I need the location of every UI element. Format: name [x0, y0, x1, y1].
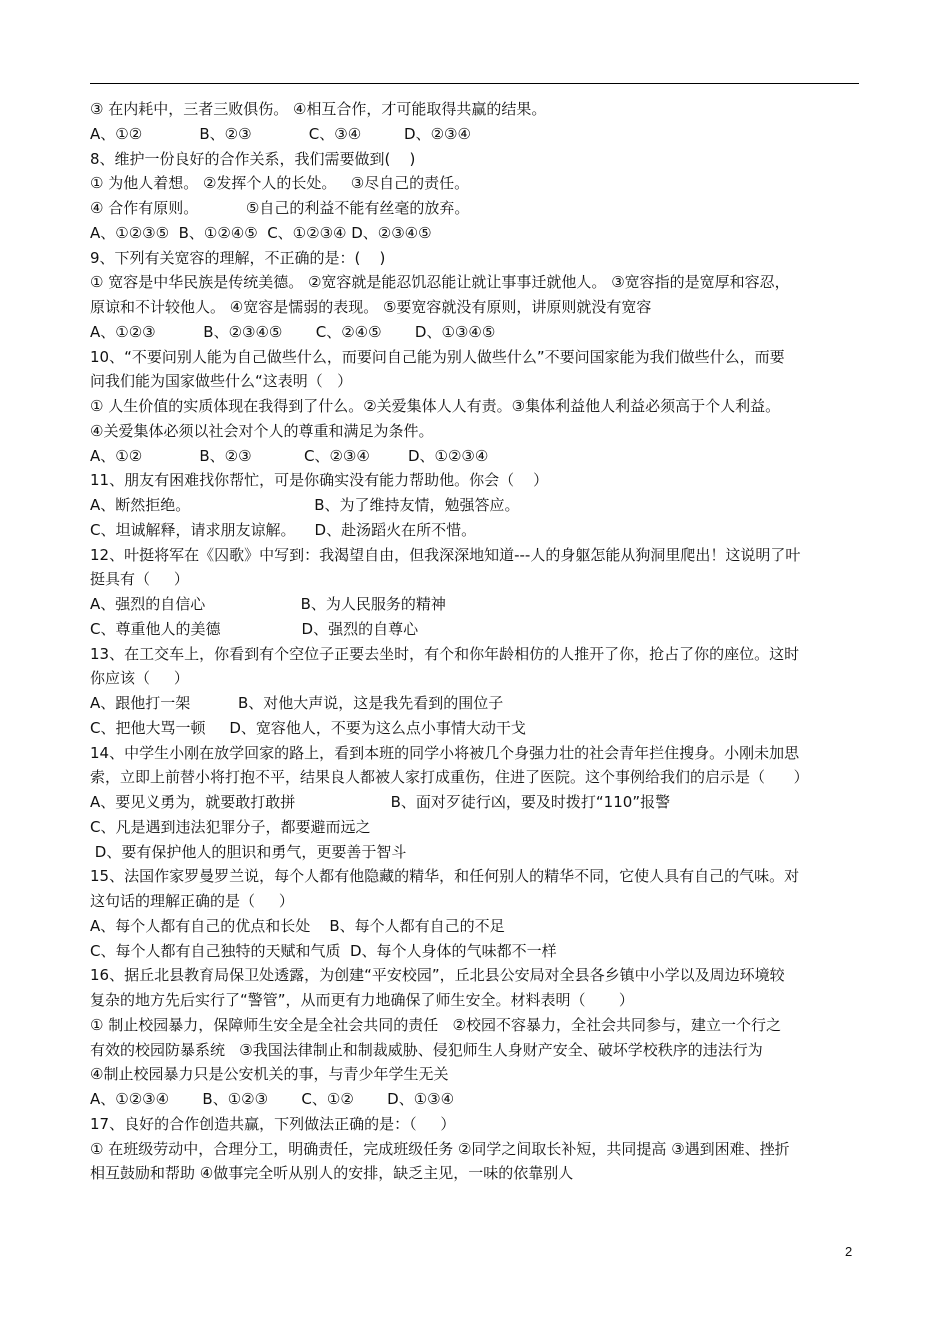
text-line: 这句话的理解正确的是（ ） [90, 892, 294, 910]
text-line: 15、法国作家罗曼罗兰说，每个人都有他隐藏的精华，和任何别人的精华不同，它使人具有自己的气味。对 [90, 867, 800, 886]
text-line: ④制止校园暴力只是公安机关的事，与青少年学生无关 [90, 1065, 449, 1084]
text-line: 14、中学生小刚在放学回家的路上，看到本班的同学小将被几个身强力壮的社会青年拦住搜身。小刚未加思 [90, 743, 800, 762]
text-line: A、断然拒绝。 B、为了维持友情，勉强答应。 [90, 496, 520, 514]
text-line: ④关爱集体必须以社会对个人的尊重和满足为条件。 [90, 421, 434, 440]
question-text [90, 97, 870, 1186]
text-line: C、坦诚解释，请求朋友谅解。 D、赴汤蹈火在所不惜。 [90, 520, 477, 539]
text-line: C、把他大骂一顿 D、宽容他人，不要为这么点小事情大动干戈 [90, 718, 526, 737]
text-line: A、①② B、②③ C、②③④ D、①②③④ [90, 446, 489, 465]
text-line: 你应该（ ） [90, 669, 189, 688]
text-line: 问我们能为国家做些什么“这表明（ ） [90, 372, 353, 391]
text-line: 17、良好的合作创造共赢，下列做法正确的是：（ ） [90, 1114, 456, 1133]
text-line: 相互鼓励和帮助 ④做事完全听从别人的安排，缺乏主见，一味的依靠别人 [90, 1164, 574, 1183]
text-line: 复杂的地方先后实行了“警管”，从而更有力地确保了师生安全。材料表明（ ） [90, 991, 634, 1009]
text-line: 挺具有（ ） [90, 570, 189, 589]
text-line: 有效的校园防暴系统 ③我国法律制止和制裁威胁、侵犯师生人身财产安全、破坏学校秩序的违法行为 [90, 1040, 763, 1059]
text-line: A、要见义勇为，就要敢打敢拼 B、面对歹徒行凶，要及时拨打“110”报警 [90, 793, 671, 811]
text-line: A、跟他打一架 B、对他大声说，这是我先看到的围位子 [90, 694, 504, 712]
text-line: A、强烈的自信心 B、为人民服务的精神 [90, 595, 446, 613]
text-line: 9、下列有关宽容的理解，不正确的是：( ) [90, 248, 386, 267]
text-line: ① 制止校园暴力，保障师生安全是全社会共同的责任 ②校园不容暴力，全社会共同参与，建立一个行之 [90, 1015, 781, 1034]
text-line: ④ 合作有原则。 ⑤自己的利益不能有丝毫的放弃。 [90, 199, 470, 217]
text-line: 12、叶挺将军在《囚歌》中写到：我渴望自由，但我深深地知道---人的身躯怎能从狗洞里爬出！这说明了叶 [90, 545, 801, 564]
text-line: A、①②③⑤ B、①②④⑤ C、①②③④ D、②③④⑤ [90, 223, 432, 242]
text-line: C、尊重他人的美德 D、强烈的自尊心 [90, 619, 419, 638]
text-line: A、①② B、②③ C、③④ D、②③④ [90, 124, 471, 143]
text-line: C、凡是遇到违法犯罪分子，都要避而远之 [90, 817, 371, 836]
text-line: A、①②③ B、②③④⑤ C、②④⑤ D、①③④⑤ [90, 322, 496, 341]
text-line: 16、据丘北县教育局保卫处透露，为创建“平安校园”，丘北县公安局对全县各乡镇中小学以及周边环境较 [90, 966, 785, 985]
page-number: 2 [845, 1244, 853, 1259]
text-line: ③ 在内耗中，三者三败俱伤。 ④相互合作，才可能取得共赢的结果。 [90, 100, 547, 118]
text-line: ① 为他人着想。 ②发挥个人的长处。 ③尽自己的责任。 [90, 174, 470, 193]
text-line: 13、在工交车上，你看到有个空位子正要去坐时，有个和你年龄相仿的人推开了你，抢占了你的座位。这时 [90, 644, 800, 663]
text-line: ① 宽容是中华民族是传统美德。 ②宽容就是能忍饥忍能让就让事事迁就他人。 ③宽容指的是宽厚和容忍， [90, 273, 790, 292]
text-line: 11、朋友有困难找你帮忙，可是你确实没有能力帮助他。你会（ ） [90, 471, 549, 490]
text-line: A、①②③④ B、①②③ C、①② D、①③④ [90, 1090, 455, 1108]
header-rule [90, 83, 859, 84]
text-line: A、每个人都有自己的优点和长处 B、每个人都有自己的不足 [90, 916, 505, 935]
text-line: 索，立即上前替小将打抱不平，结果良人都被人家打成重伤，住进了医院。这个事例给我们的启示是（ ） [90, 768, 809, 787]
text-line: 原谅和不计较他人。 ④宽容是懦弱的表现。 ⑤要宽容就没有原则，讲原则就没有宽容 [90, 298, 652, 316]
text-line: 10、“不要问别人能为自己做些什么，而要问自己能为别人做些什么”不要问国家能为我们做些什么，而要 [90, 347, 785, 366]
text-line: ① 在班级劳动中，合理分工，明确责任，完成班级任务 ②同学之间取长补短，共同提高 ③遇到困难、挫折 [90, 1139, 790, 1158]
text-line: D、要有保护他人的胆识和勇气，更要善于智斗 [90, 842, 407, 861]
text-line: ① 人生价值的实质体现在我得到了什么。②关爱集体人人有责。③集体利益他人利益必须高于个人利益。 [90, 397, 781, 415]
text-line: C、每个人都有自己独特的天赋和气质 D、每个人身体的气味都不一样 [90, 941, 557, 960]
text-line: 8、维护一份良好的合作关系，我们需要做到( ) [90, 149, 416, 168]
